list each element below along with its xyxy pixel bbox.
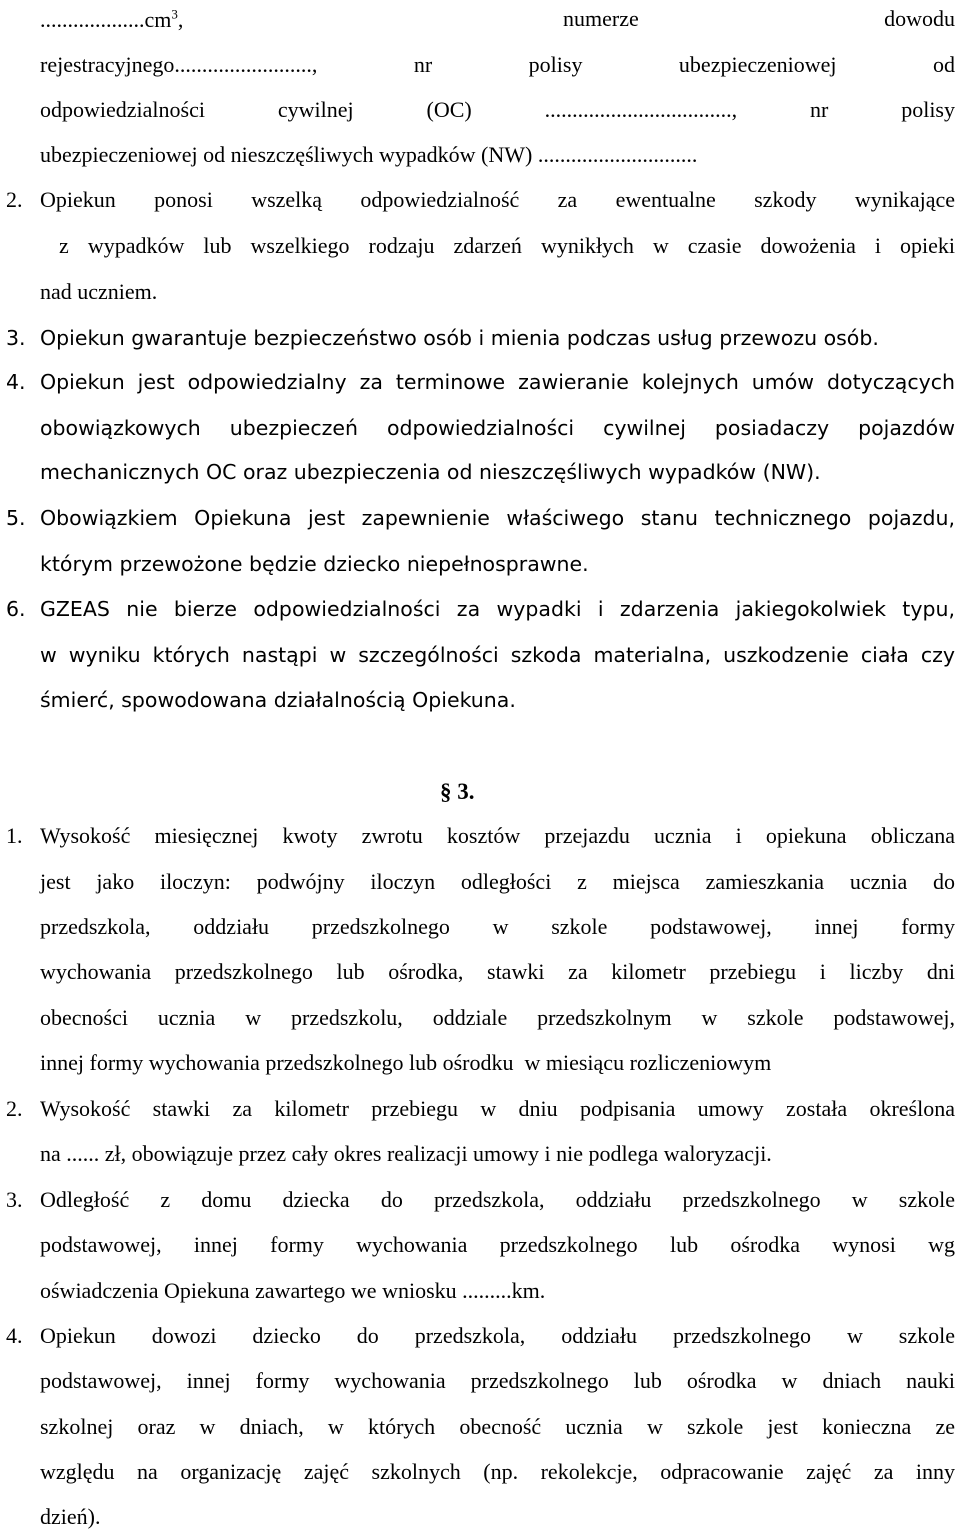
item-number: 4. (6, 1323, 23, 1348)
continuation-line-1 (40, 8, 955, 31)
item-line: jest jako iloczyn: podwójny iloczyn odległości z miejsca zamieszkania ucznia do (40, 869, 955, 894)
item-line: GZEAS nie bierze odpowiedzialności za wypadki i zdarzenia jakiegokolwiek typu, (40, 597, 955, 621)
item-line: oświadczenia Opiekuna zawartego we wniosku .........km. (40, 1278, 546, 1303)
item-number: 1. (6, 823, 23, 848)
item-line: dzień). (40, 1504, 101, 1529)
section-heading: § 3. (440, 779, 475, 804)
item-line: Odległość z domu dziecka do przedszkola, oddziału przedszkolnego w szkole (40, 1187, 955, 1212)
item-line: szkolnej oraz w dniach, w których obecność ucznia w szkole jest konieczna ze (40, 1414, 955, 1439)
item-line: podstawowej, innej formy wychowania przedszkolnego lub ośrodka w dniach nauki (40, 1368, 955, 1393)
item-line: Opiekun jest odpowiedzialny za terminowe zawieranie kolejnych umów dotyczących (40, 370, 955, 394)
item-line: nad uczniem. (40, 279, 158, 304)
continuation-line-4: ubezpieczeniowej od nieszczęśliwych wypadków (NW) ............................. (40, 142, 698, 167)
item-line: względu na organizację zajęć szkolnych (np. rekolekcje, odpracowanie zajęć za inny (40, 1459, 955, 1484)
item-line: śmierć, spowodowana działalnością Opiekuna. (40, 688, 516, 712)
continuation-line-2: rejestracyjnego........................., nr polisy ubezpieczeniowej od (40, 52, 955, 77)
item-line: podstawowej, innej formy wychowania przedszkolnego lub ośrodka wynosi wg (40, 1232, 955, 1257)
item-line: Opiekun dowozi dziecko do przedszkola, oddziału przedszkolnego w szkole (40, 1323, 955, 1348)
item-line: Wysokość miesięcznej kwoty zwrotu kosztów przejazdu ucznia i opiekuna obliczana (40, 823, 955, 848)
item-line: wychowania przedszkolnego lub ośrodka, stawki za kilometr przebiegu i liczby dni (40, 959, 955, 984)
item-line: mechanicznych OC oraz ubezpieczenia od nieszczęśliwych wypadków (NW). (40, 460, 821, 484)
item-line: Obowiązkiem Opiekuna jest zapewnienie właściwego stanu technicznego pojazdu, (40, 506, 955, 530)
item-line: którym przewożone będzie dziecko niepełnosprawne. (40, 552, 589, 576)
item-line: przedszkola, oddziału przedszkolnego w szkole podstawowej, innej formy (40, 914, 955, 939)
cm3-text: $...................cm^3$, (40, 7, 184, 33)
item-number: 2. (6, 1096, 23, 1121)
item-number: 3. (6, 1187, 23, 1212)
continuation-line-3: odpowiedzialności cywilnej (OC) .................................., nr polisy (40, 97, 955, 122)
dowodu-text: dowodu (884, 6, 955, 31)
numerze-text: numerze (563, 6, 639, 31)
item-line: innej formy wychowania przedszkolnego lub ośrodku w miesiącu rozliczeniowym (40, 1050, 772, 1075)
item-line: obecności ucznia w przedszkolu, oddziale przedszkolnym w szkole podstawowej, (40, 1005, 955, 1030)
item-number: 3. (6, 326, 26, 350)
item-line: z wypadków lub wszelkiego rodzaju zdarzeń wynikłych w czasie dowożenia i opieki (40, 233, 955, 258)
item-number: 6. (6, 597, 26, 621)
item-number: 4. (6, 370, 26, 394)
item-line: Opiekun ponosi wszelką odpowiedzialność za ewentualne szkody wynikające (40, 187, 955, 212)
item-line: w wyniku których nastąpi w szczególności szkoda materialna, uszkodzenie ciała czy (40, 643, 955, 667)
item-line: Opiekun gwarantuje bezpieczeństwo osób i mienia podczas usług przewozu osób. (40, 326, 879, 350)
item-line: obowiązkowych ubezpieczeń odpowiedzialności cywilnej posiadaczy pojazdów (40, 416, 955, 440)
item-number: 2. (6, 187, 23, 212)
item-line: na ...... zł, obowiązuje przez cały okres realizacji umowy i nie podlega waloryzacji. (40, 1141, 772, 1166)
item-number: 5. (6, 506, 26, 530)
item-line: Wysokość stawki za kilometr przebiegu w dniu podpisania umowy została określona (40, 1096, 955, 1121)
